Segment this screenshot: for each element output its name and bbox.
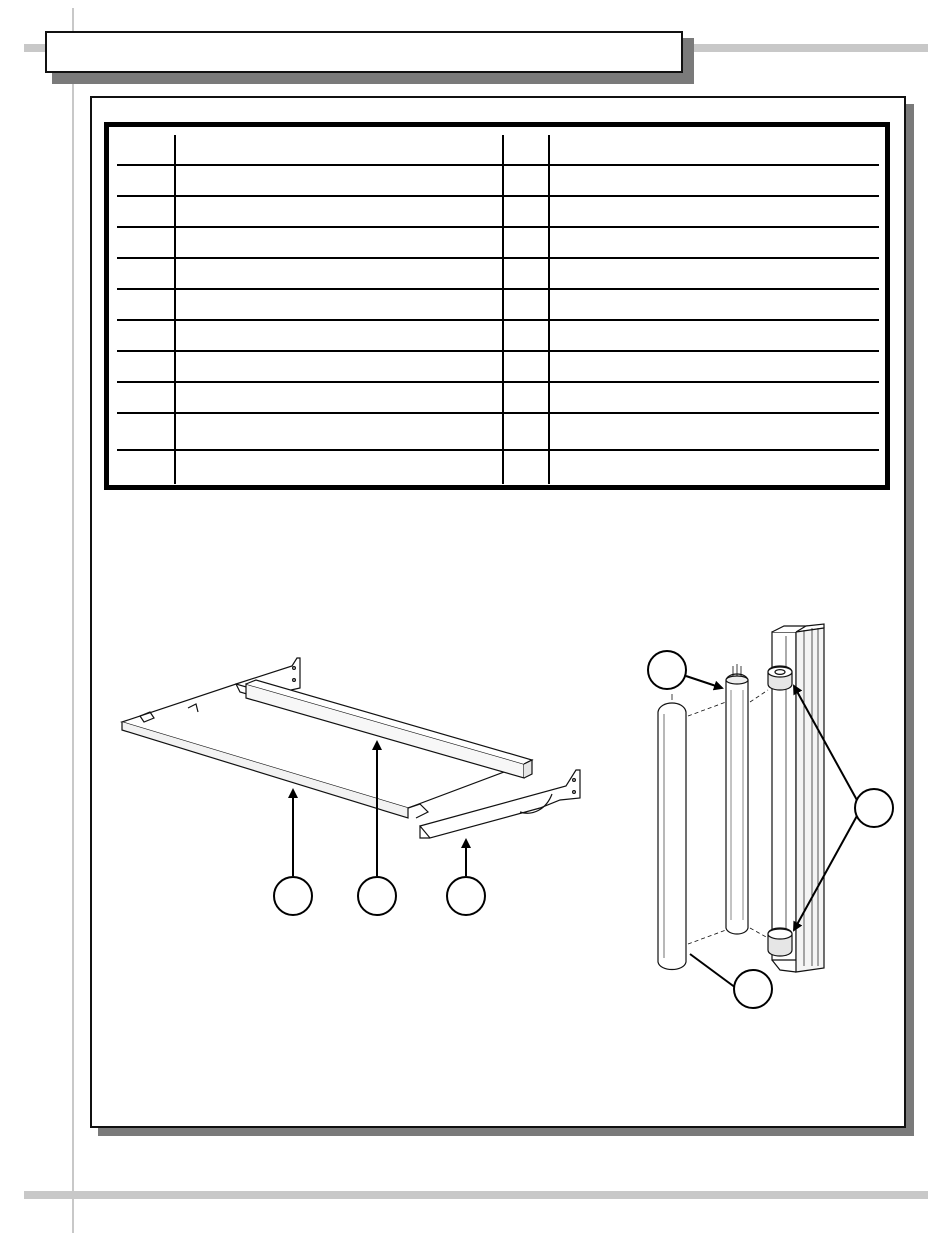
part-number-cell	[117, 166, 176, 195]
part-description-cell	[176, 352, 504, 381]
part-number-cell	[504, 352, 550, 381]
part-number-cell	[504, 259, 550, 288]
part-number-cell	[117, 383, 176, 412]
part-number-cell	[504, 197, 550, 226]
part-description-cell	[176, 414, 504, 449]
part-description-cell	[550, 290, 879, 319]
part-description-cell	[550, 451, 879, 484]
part-number-cell	[504, 135, 550, 164]
part-number-cell	[504, 321, 550, 350]
part-number-cell	[117, 290, 176, 319]
part-description-cell	[176, 259, 504, 288]
part-description-cell	[176, 451, 504, 484]
parts-table	[104, 122, 890, 490]
part-description-cell	[176, 383, 504, 412]
table-row	[117, 259, 879, 290]
part-number-cell	[117, 352, 176, 381]
part-description-cell	[176, 290, 504, 319]
parts-table-rows	[117, 135, 879, 481]
part-description-cell	[176, 228, 504, 257]
part-number-cell	[117, 414, 176, 449]
part-description-cell	[550, 383, 879, 412]
part-number-cell	[117, 451, 176, 484]
table-row	[117, 228, 879, 259]
page-title	[45, 31, 683, 73]
part-description-cell	[176, 321, 504, 350]
table-row	[117, 321, 879, 352]
part-number-cell	[117, 135, 176, 164]
table-row	[117, 166, 879, 197]
part-description-cell	[176, 166, 504, 195]
table-row	[117, 451, 879, 484]
part-description-cell	[550, 414, 879, 449]
table-row	[117, 352, 879, 383]
part-number-cell	[117, 197, 176, 226]
table-row	[117, 135, 879, 166]
table-row	[117, 197, 879, 228]
part-number-cell	[504, 414, 550, 449]
part-number-cell	[117, 259, 176, 288]
table-row	[117, 383, 879, 414]
part-description-cell	[550, 352, 879, 381]
margin-rule	[72, 8, 74, 1233]
table-row	[117, 290, 879, 321]
table-row	[117, 414, 879, 451]
part-number-cell	[117, 228, 176, 257]
part-number-cell	[504, 290, 550, 319]
part-description-cell	[550, 228, 879, 257]
part-number-cell	[504, 166, 550, 195]
part-description-cell	[550, 259, 879, 288]
part-description-cell	[550, 321, 879, 350]
part-description-cell	[550, 135, 879, 164]
part-number-cell	[117, 321, 176, 350]
part-number-cell	[504, 451, 550, 484]
part-description-cell	[550, 166, 879, 195]
part-number-cell	[504, 383, 550, 412]
part-description-cell	[176, 135, 504, 164]
part-description-cell	[550, 197, 879, 226]
part-number-cell	[504, 228, 550, 257]
part-description-cell	[176, 197, 504, 226]
bottom-rule	[24, 1191, 928, 1199]
